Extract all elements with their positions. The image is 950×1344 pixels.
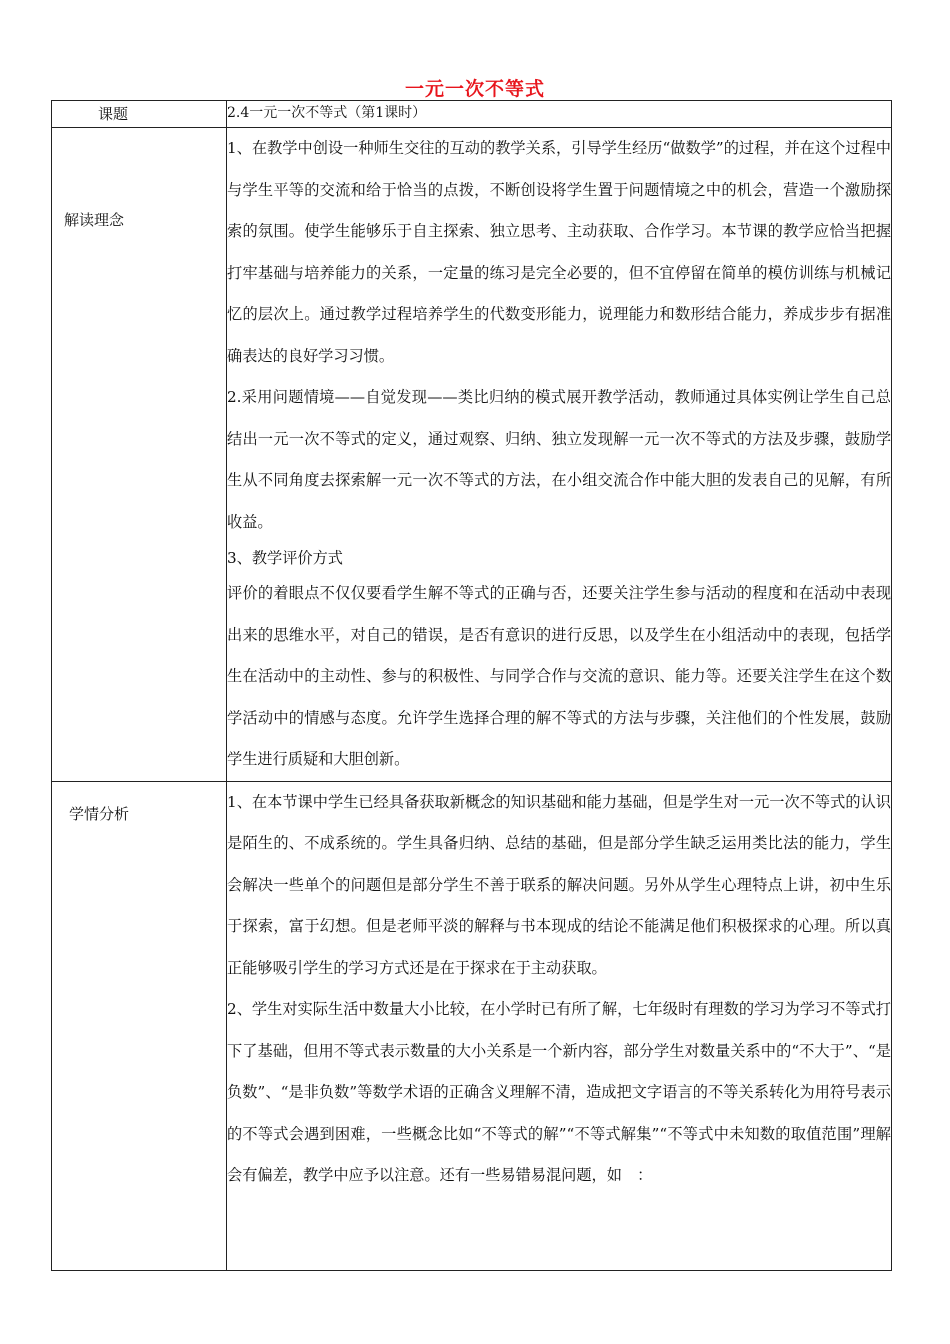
analysis-paragraph-1: 1、在本节课中学生已经具备获取新概念的知识基础和能力基础，但是学生对一元一次不等式的认识是陌生的、不成系统的。学生具备归纳、总结的基础，但是部分学生缺乏运用类比法的能力，学生会解决一些单个的问题但是部分学生不善于联系的解决问题。另外从学生心理特点上讲，初中生乐于探索，富于幻想。但是老师平淡的解释与书本现成的结论不能满足他们积极探求的心理。所以真正能够吸引学生的学习方式还是在于探求在于主动获取。 [227,792,891,977]
concept-label-cell [52,128,227,782]
concept-paragraph-3: 评价的着眼点不仅仅要看学生解不等式的正确与否，还要关注学生参与活动的程度和在活动中表现出来的思维水平，对自己的错误，是否有意识的进行反思，以及学生在小组活动中的表现，包括学生在活动中的主动性、参与的积极性、与同学合作与交流的意识、能力等。还要关注学生在这个数学活动中的情感与态度。允许学生选择合理的解不等式的方法与步骤，关注他们的个性发展，鼓励学生进行质疑和大胆创新。 [227,584,891,768]
document-title: 一元一次不等式 [404,78,545,100]
analysis-label-cell [52,781,227,1270]
concept-label: 解读理念 [64,211,125,229]
concept-content-cell [227,128,892,782]
analysis-content-cell [227,781,892,1270]
analysis-paragraph-2: 2、学生对实际生活中数量大小比较，在小学时已有所了解，七年级时有理数的学习为学习不等式打下了基础，但用不等式表示数量的大小关系是一个新内容，部分学生对数量关系中的“不大于”、“是负数”、“是非负数”等数学术语的正确含义理解不清，造成把文字语言的不等关系转化为用符号表示的不等式会遇到困难，一些概念比如“不等式的解”“不等式解集”“不等式中未知数的取值范围”理解会有偏差，教学中应予以注意。还有一些易错易混问题，如 ： [227,1000,891,1184]
concept-paragraph-2: 2.采用问题情境——自觉发现——类比归纳的模式展开教学活动，教师通过具体实例让学生自己总结出一元一次不等式的定义，通过观察、归纳、独立发现解一元一次不等式的方法及步骤，鼓励学生从不同角度去探索解一元一次不等式的方法，在小组交流合作中能大胆的发表自己的见解，有所收益。 [227,388,891,531]
concept-paragraph-1: 1、在教学中创设一种师生交往的互动的教学关系，引导学生经历“做数学”的过程，并在这个过程中与学生平等的交流和给于恰当的点拨，不断创设将学生置于问题情境之中的机会，营造一个激励探索的氛围。使学生能够乐于自主探索、独立思考、主动获取、合作学习。本节课的教学应恰当把握打牢基础与培养能力的关系，一定量的练习是完全必要的，但不宜停留在简单的模仿训练与机械记忆的层次上。通过教学过程培养学生的代数变形能力，说理能力和数形结合能力，养成步步有据准确表达的良好学习习惯。 [227,139,891,365]
lesson-plan-table [51,100,892,1271]
topic-label: 课题 [98,105,129,123]
concept-paragraph-3-heading: 3、教学评价方式 [227,549,343,567]
analysis-label: 学情分析 [69,804,130,823]
topic-value: 2.4一元一次不等式（第1课时） [227,105,427,121]
topic-row [52,101,892,128]
analysis-row [52,781,892,1270]
topic-label-cell [52,101,227,128]
topic-value-cell [227,101,892,128]
concept-row [52,128,892,782]
